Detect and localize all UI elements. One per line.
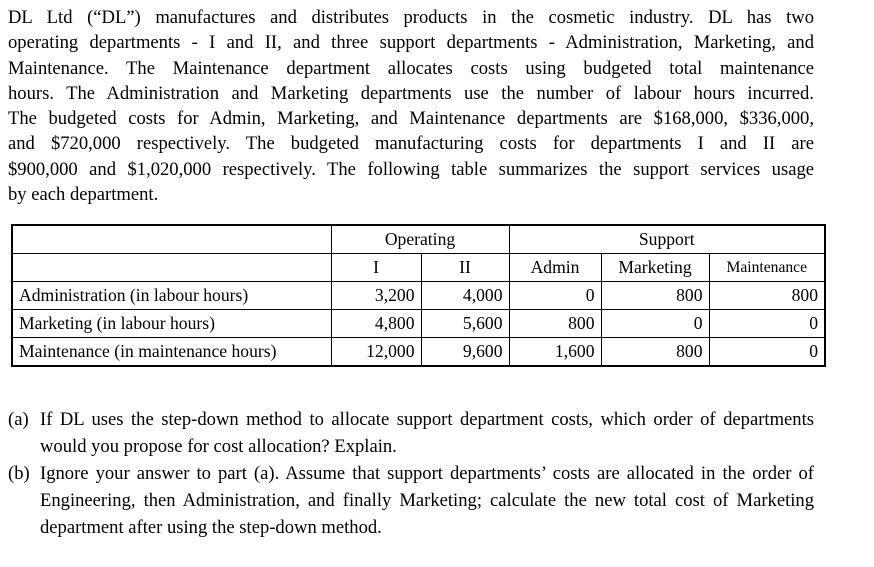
question-list xyxy=(8,406,814,541)
question-a xyxy=(8,406,814,460)
intro-line: operating departments - I and II, and three support departments - Administration, Marketing, and xyxy=(8,32,814,54)
column-header-i: I xyxy=(331,254,421,282)
table-corner-cell xyxy=(12,254,331,282)
column-header-marketing: Marketing xyxy=(601,254,709,282)
row-label: Marketing (in labour hours) xyxy=(12,310,331,338)
table-row xyxy=(12,338,825,367)
intro-line: Maintenance. The Maintenance department allocates costs using budgeted total maintenance xyxy=(8,57,814,79)
table-group-header-row xyxy=(12,225,825,254)
table-cell: 0 xyxy=(709,338,825,367)
question-text: If DL uses the step-down method to allocate support department costs, which order of departments would you propose for cost allocation? Explain. xyxy=(40,409,814,457)
row-label: Maintenance (in maintenance hours) xyxy=(12,338,331,367)
question-b xyxy=(8,460,814,541)
intro-paragraph xyxy=(8,5,814,207)
table-cell: 0 xyxy=(601,310,709,338)
column-header-admin: Admin xyxy=(509,254,601,282)
intro-line: and $720,000 respectively. The budgeted manufacturing costs for departments I and II are xyxy=(8,133,814,155)
intro-line: hours. The Administration and Marketing departments use the number of labour hours incurred. xyxy=(8,82,814,104)
question-marker: (a) xyxy=(8,409,29,430)
intro-line: $900,000 and $1,020,000 respectively. The following table summarizes the support services usage xyxy=(8,158,814,180)
column-header-maintenance: Maintenance xyxy=(709,254,825,282)
table-cell: 4,000 xyxy=(421,282,509,310)
table-column-header-row xyxy=(12,254,825,282)
support-usage-table xyxy=(11,224,826,367)
table-cell: 5,600 xyxy=(421,310,509,338)
table-row xyxy=(12,310,825,338)
table-cell: 1,600 xyxy=(509,338,601,367)
support-group-header: Support xyxy=(509,225,825,254)
table-cell: 4,800 xyxy=(331,310,421,338)
table-cell: 800 xyxy=(709,282,825,310)
question-text: Ignore your answer to part (a). Assume that support departments’ costs are allocated in the order of Engineering, then Administration, and finally Marketing; calculate the new total cost of Marketing department after using the step-down method. xyxy=(40,463,814,538)
table-cell: 800 xyxy=(601,338,709,367)
table-cell: 9,600 xyxy=(421,338,509,367)
table-cell: 3,200 xyxy=(331,282,421,310)
table-cell: 800 xyxy=(601,282,709,310)
table-corner-cell xyxy=(12,225,331,254)
operating-group-header: Operating xyxy=(331,225,509,254)
table-row xyxy=(12,282,825,310)
intro-line: by each department. xyxy=(8,184,159,206)
intro-line: DL Ltd (“DL”) manufactures and distributes products in the cosmetic industry. DL has two xyxy=(8,7,814,28)
question-marker: (b) xyxy=(8,463,30,484)
table-cell: 0 xyxy=(509,282,601,310)
table-cell: 800 xyxy=(509,310,601,338)
row-label: Administration (in labour hours) xyxy=(12,282,331,310)
table-cell: 0 xyxy=(709,310,825,338)
intro-line: The budgeted costs for Admin, Marketing, and Maintenance departments are $168,000, $336,000, xyxy=(8,108,814,130)
column-header-ii: II xyxy=(421,254,509,282)
table-cell: 12,000 xyxy=(331,338,421,367)
